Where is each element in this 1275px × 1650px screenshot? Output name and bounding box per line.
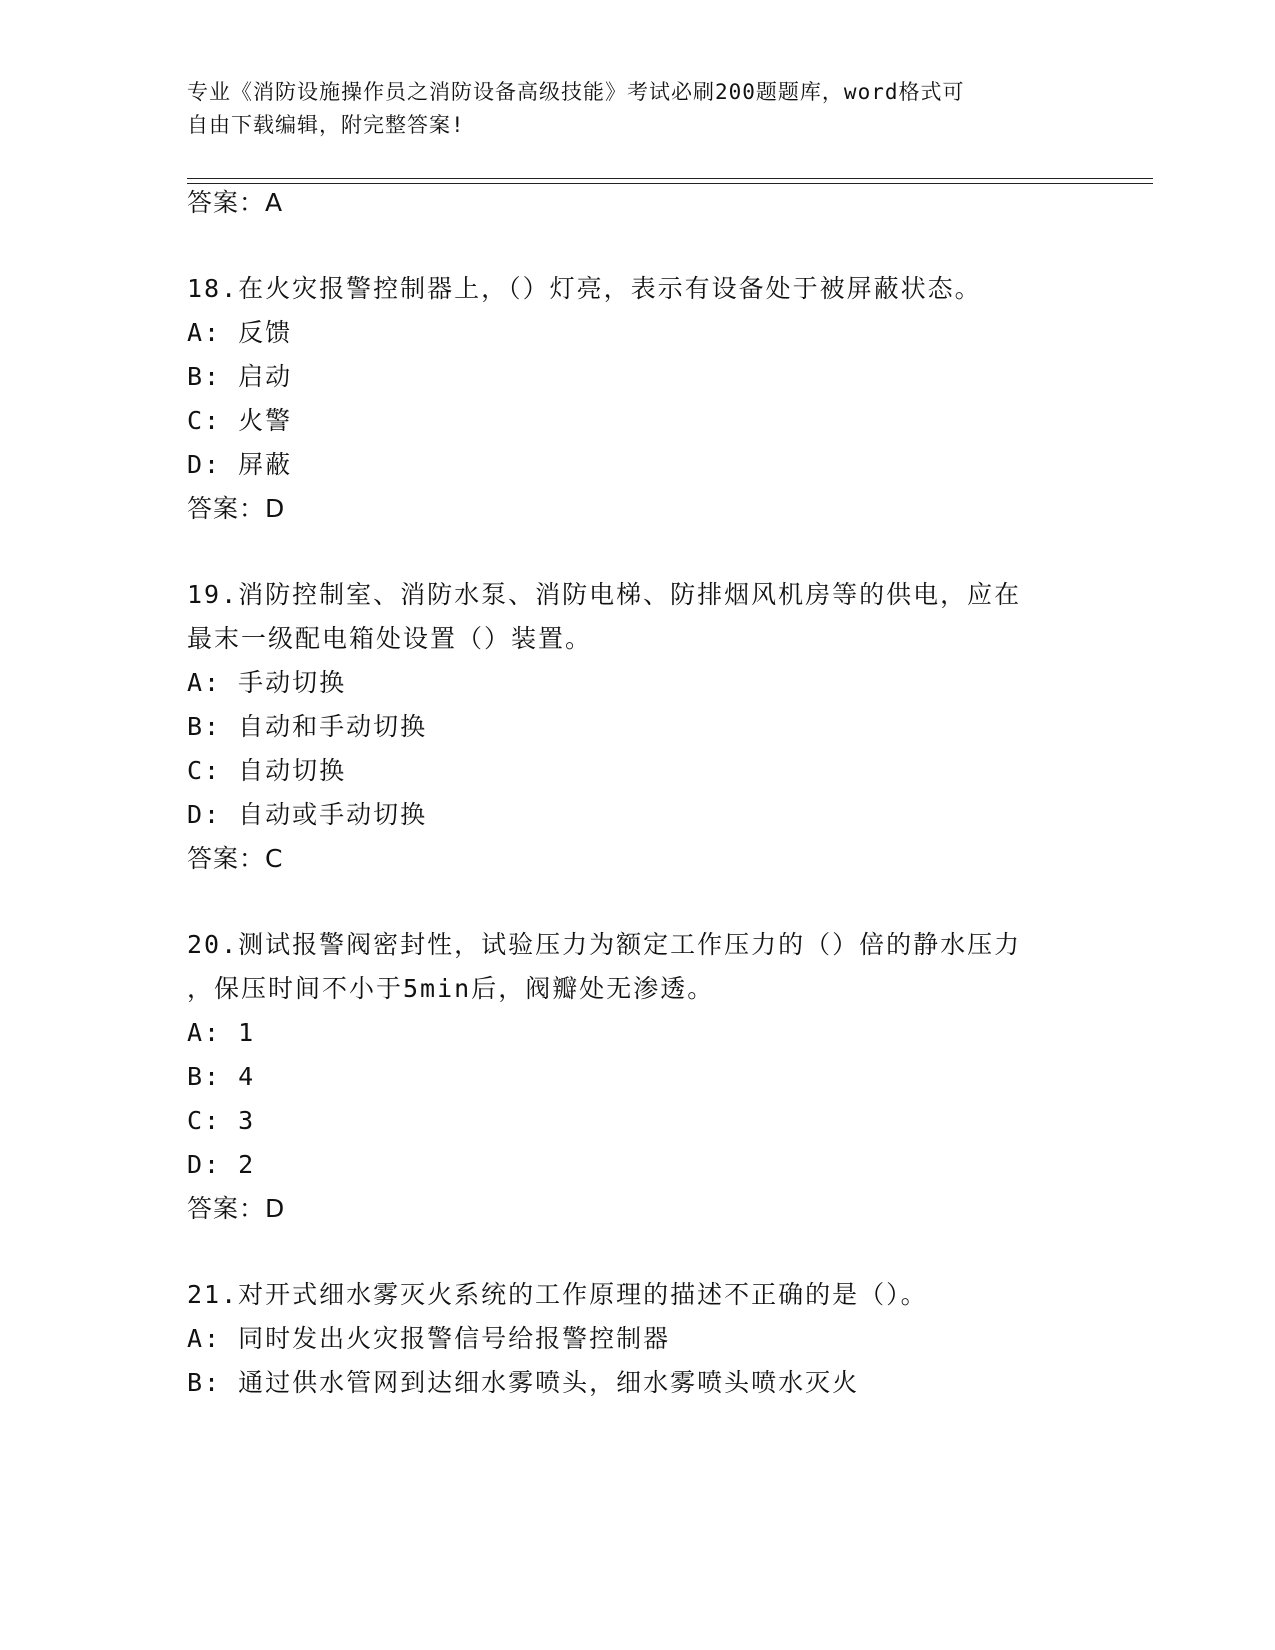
question-21-option-b: B: 通过供水管网到达细水雾喷头，细水雾喷头喷水灭火 [187,1368,860,1397]
header-line-1: 专业《消防设施操作员之消防设备高级技能》考试必刷200题题库，word格式可 [187,80,965,104]
question-20-stem-line-1: 20.测试报警阀密封性，试验压力为额定工作压力的（）倍的静水压力 [187,930,1022,959]
question-19-option-a: A: 手动切换 [187,668,347,697]
question-20-stem-line-2: ，保压时间不小于5min后，阀瓣处无渗透。 [187,974,715,1003]
answer-q19: 答案：C [187,844,284,873]
question-18-stem: 18.在火灾报警控制器上，（）灯亮，表示有设备处于被屏蔽状态。 [187,274,982,303]
answer-q20: 答案：D [187,1194,286,1223]
header-divider-bottom [187,183,1153,184]
document-header [187,76,1087,142]
question-20-option-d: D: 2 [187,1150,256,1179]
question-21-option-a: A: 同时发出火灾报警信号给报警控制器 [187,1324,671,1353]
question-18-option-b: B: 启动 [187,362,293,391]
question-19-stem-line-1: 19.消防控制室、消防水泵、消防电梯、防排烟风机房等的供电，应在 [187,580,1022,609]
question-20-option-b: B: 4 [187,1062,256,1091]
question-18-option-c: C: 火警 [187,406,293,435]
question-20-option-c: C: 3 [187,1106,256,1135]
answer-q17: 答案：A [187,188,284,217]
header-divider-top [187,178,1153,179]
question-21-stem: 21.对开式细水雾灭火系统的工作原理的描述不正确的是（）。 [187,1280,928,1309]
question-18-option-d: D: 屏蔽 [187,450,293,479]
question-19-option-b: B: 自动和手动切换 [187,712,428,741]
answer-q18: 答案：D [187,494,286,523]
header-line-2: 自由下载编辑，附完整答案! [187,113,465,137]
question-18-option-a: A: 反馈 [187,318,293,347]
question-19-option-d: D: 自动或手动切换 [187,800,428,829]
question-20-option-a: A: 1 [187,1018,256,1047]
question-19-stem-line-2: 最末一级配电箱处设置（）装置。 [187,624,593,653]
question-19-option-c: C: 自动切换 [187,756,347,785]
